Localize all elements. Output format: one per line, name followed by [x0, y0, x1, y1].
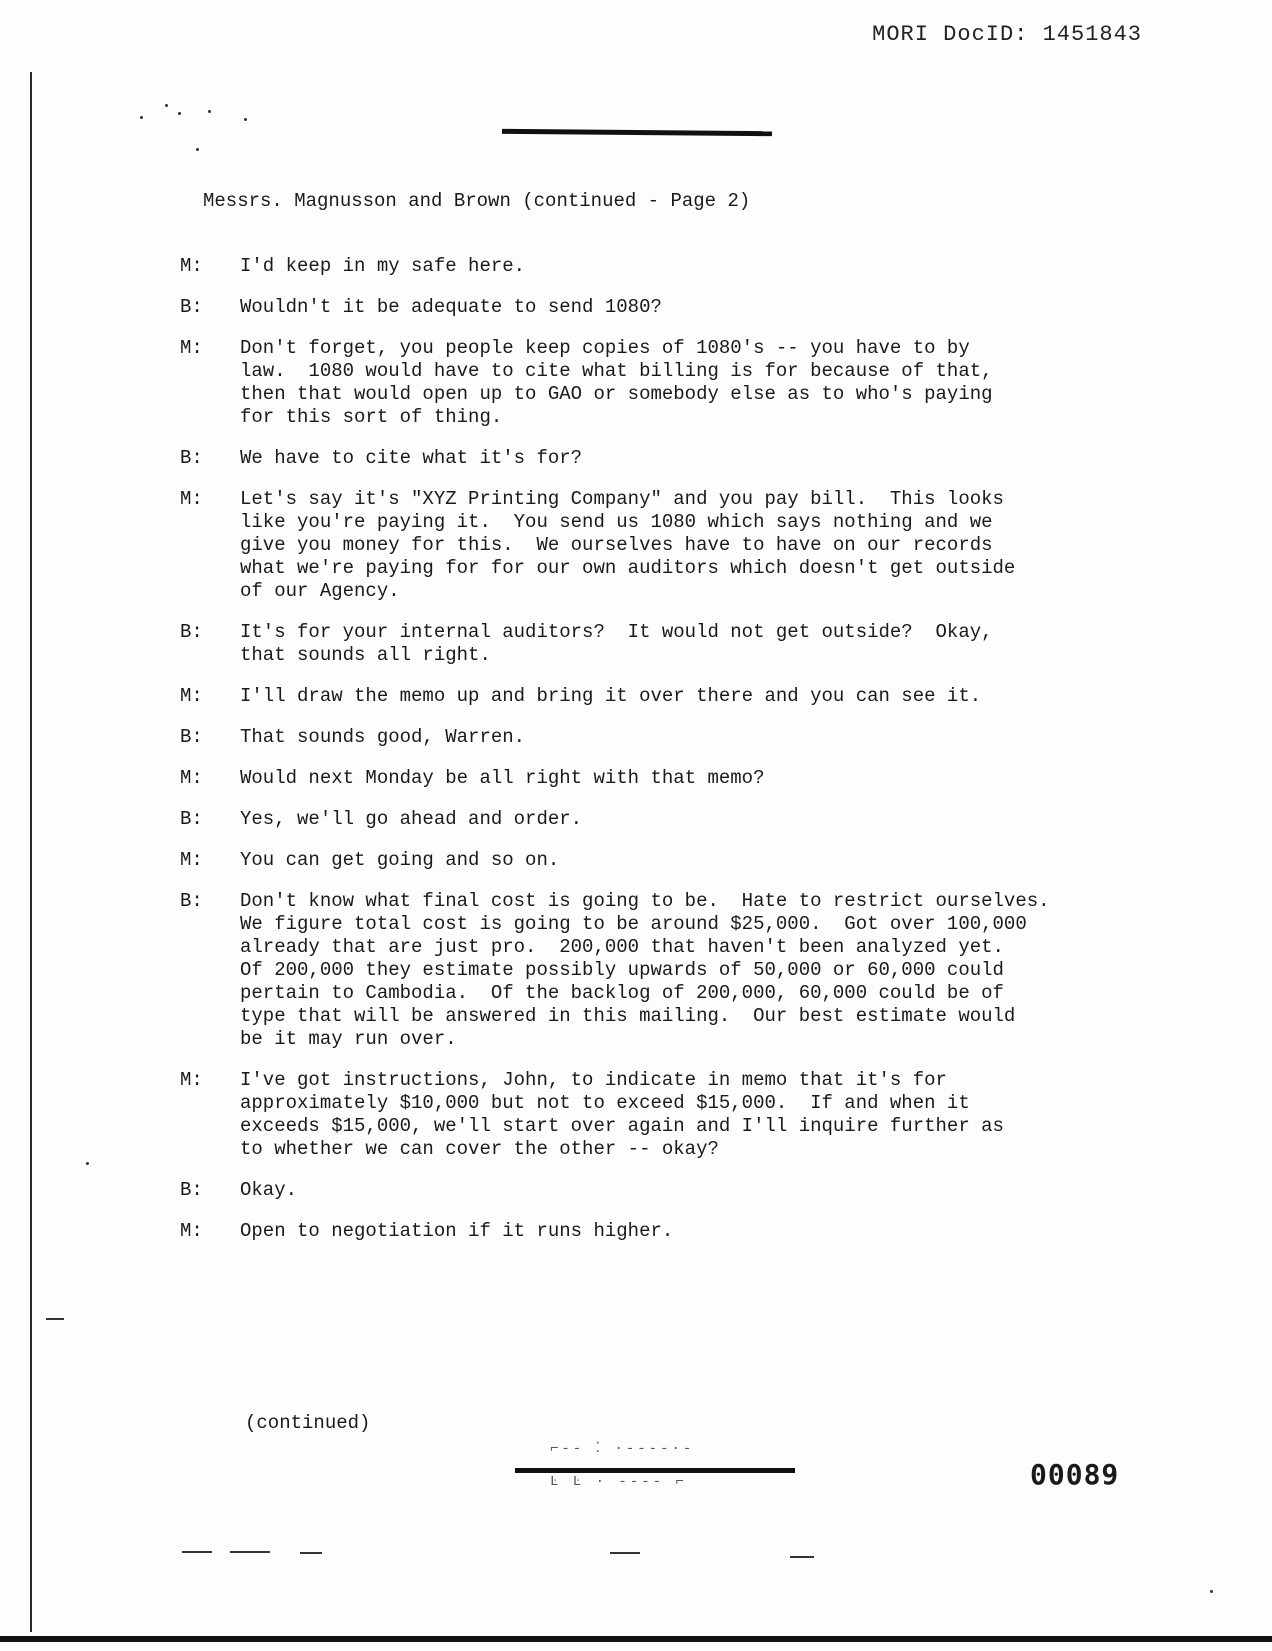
speaker-label: B:	[180, 621, 203, 643]
transcript-turn	[180, 337, 1080, 429]
speech-text: I've got instructions, John, to indicate in memo that it's for approximately $10,000 but not to exceed $15,000. If and when it exceeds $15,000, we'll start over again and I'll inquire further as to whether we can cover the other -- okay?	[240, 1069, 1004, 1160]
speech-text: Wouldn't it be adequate to send 1080?	[240, 296, 662, 318]
transcript-turn	[180, 296, 1080, 319]
speaker-label: B:	[180, 1179, 203, 1201]
scan-speck	[86, 1162, 89, 1165]
speech-text: We have to cite what it's for?	[240, 447, 583, 469]
speaker-label: M:	[180, 488, 203, 510]
speech-text: Open to negotiation if it runs higher.	[240, 1220, 674, 1242]
speech-text: Don't forget, you people keep copies of 1080's -- you have to by law. 1080 would have to cite what billing is for because of that, then that would open up to GAO or somebody else as to who's paying for this sort of thing.	[240, 337, 993, 428]
scan-speck	[196, 148, 199, 151]
speech-text: I'd keep in my safe here.	[240, 255, 526, 277]
scan-speck	[1210, 1590, 1213, 1593]
left-margin-rule	[30, 72, 32, 1632]
speaker-label: B:	[180, 447, 203, 469]
faded-stamp: ⌐‑‑ ⁚ ·‑‑‑‑·‑ Ŀ Ŀ · ‑‑‑‑ ⌐	[550, 1441, 695, 1490]
transcript-turn	[180, 808, 1080, 831]
speech-text: You can get going and so on.	[240, 849, 560, 871]
scan-speck	[244, 118, 247, 121]
scan-mark	[790, 1556, 814, 1558]
transcript	[180, 255, 1080, 1261]
speech-text: Don't know what final cost is going to be. Hate to restrict ourselves. We figure total cost is going to be around $25,000. Got over 100,000 already that are just pro. 200,000 that haven't been analyzed yet. Of 200,000 they estimate possibly upwards of 50,000 or 60,000 could pertain to Cambodia. Of the backlog of 200,000, 60,000 could be of type that will be answered in this mailing. Our best estimate would be it may run over.	[240, 890, 1050, 1050]
speaker-label: M:	[180, 685, 203, 707]
transcript-turn	[180, 255, 1080, 278]
speaker-label: B:	[180, 890, 203, 912]
bottom-edge-rule	[0, 1636, 1272, 1642]
continued-note: (continued)	[245, 1412, 371, 1434]
speech-text: I'll draw the memo up and bring it over there and you can see it.	[240, 685, 982, 707]
scan-speck	[140, 116, 143, 119]
speaker-label: M:	[180, 849, 203, 871]
speech-text: Let's say it's "XYZ Printing Company" and you pay bill. This looks like you're paying it. You send us 1080 which says nothing and we give you money for this. We ourselves have to have on our records what we're paying for for our own auditors which doesn't get outside of our Agency.	[240, 488, 1016, 602]
page-heading: Messrs. Magnusson and Brown (continued - Page 2)	[203, 190, 751, 212]
transcript-turn	[180, 1069, 1080, 1161]
scan-speck	[165, 104, 168, 107]
scan-mark	[300, 1552, 322, 1554]
speech-text: That sounds good, Warren.	[240, 726, 526, 748]
scan-mark	[182, 1551, 212, 1553]
scan-speck	[208, 110, 211, 113]
scan-mark	[46, 1318, 64, 1320]
transcript-turn	[180, 1179, 1080, 1202]
transcript-turn	[180, 621, 1080, 667]
scan-mark	[230, 1551, 270, 1553]
transcript-turn	[180, 447, 1080, 470]
speaker-label: M:	[180, 1220, 203, 1242]
speech-text: Yes, we'll go ahead and order.	[240, 808, 583, 830]
scan-mark	[610, 1552, 640, 1554]
scan-speck	[178, 112, 181, 115]
speaker-label: M:	[180, 337, 203, 359]
transcript-turn	[180, 685, 1080, 708]
speech-text: Would next Monday be all right with that memo?	[240, 767, 765, 789]
speaker-label: M:	[180, 767, 203, 789]
transcript-turn	[180, 767, 1080, 790]
transcript-turn	[180, 849, 1080, 872]
speaker-label: M:	[180, 255, 203, 277]
redaction-bar-top	[502, 129, 772, 136]
transcript-turn	[180, 488, 1080, 603]
doc-id: MORI DocID: 1451843	[872, 22, 1142, 47]
speaker-label: B:	[180, 296, 203, 318]
speaker-label: B:	[180, 808, 203, 830]
speaker-label: M:	[180, 1069, 203, 1091]
speech-text: Okay.	[240, 1179, 298, 1201]
transcript-turn	[180, 726, 1080, 749]
transcript-turn	[180, 890, 1080, 1051]
page-number: 00089	[1030, 1458, 1120, 1491]
transcript-turn	[180, 1220, 1080, 1243]
speaker-label: B:	[180, 726, 203, 748]
speech-text: It's for your internal auditors? It would not get outside? Okay, that sounds all right.	[240, 621, 993, 666]
